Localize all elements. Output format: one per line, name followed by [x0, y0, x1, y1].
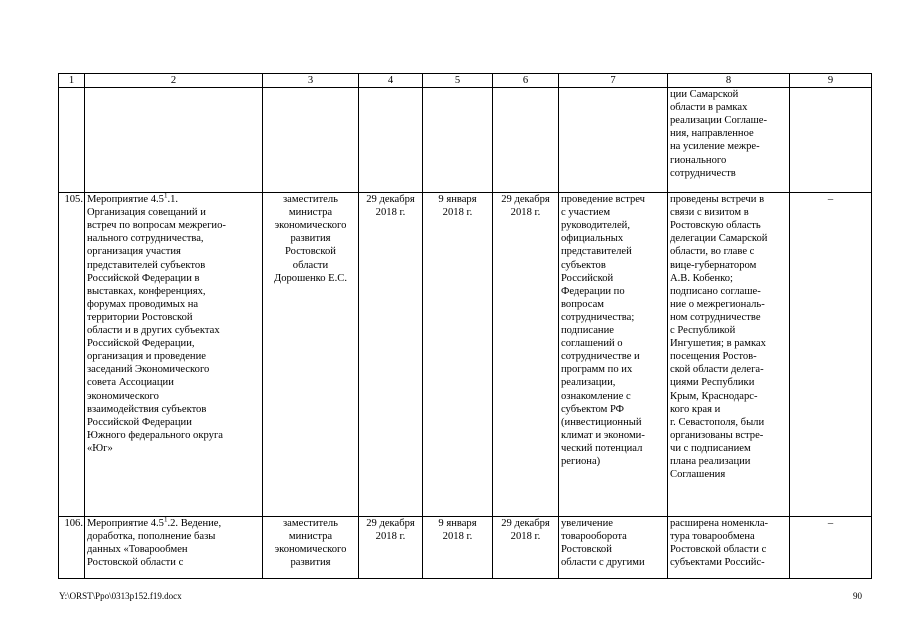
- note: –: [790, 193, 872, 517]
- column-number-row: [59, 74, 872, 88]
- planned-start-date: 29 декабря 2018 г.: [359, 193, 423, 517]
- header-col-8: 8: [668, 74, 790, 88]
- actual-result: расширена номенкла- тура товарообмена Ростовской области с субъектами Российс-: [668, 517, 790, 579]
- planned-end-date: 9 января 2018 г.: [423, 193, 493, 517]
- header-col-1: 1: [59, 74, 85, 88]
- header-col-4: 4: [359, 74, 423, 88]
- header-col-2: 2: [85, 74, 263, 88]
- continuation-row: [59, 88, 872, 193]
- table-row-105: [59, 193, 872, 517]
- event-description: Мероприятие $4.5^1.1$. Организация совещаний и встреч по вопросам межрегио- нального сотрудничества, организация участия представителей субъектов Российской Федерации в выставках, конференциях, форумах проводимых на территории Ростовской области и в других субъектах Российской Федерации, организация и проведение заседаний Экономического совета Ассоциации экономического взаимодействия субъектов Российской Федерации Южного федерального округа «Юг»: [85, 193, 263, 517]
- event-description: Мероприятие $4.5^1.2$. Ведение, доработка, пополнение базы данных «Товарообмен Ростовской области с: [85, 517, 263, 579]
- continued-actual-result: ции Самарской области в рамках реализации Соглаше- ния, направленное на усиление межре- гионального сотрудничеств: [668, 88, 790, 193]
- row-number: 105.: [59, 193, 85, 517]
- expected-result: увеличение товарооборота Ростовской области с другими: [559, 517, 668, 579]
- planned-start-date: 29 декабря 2018 г.: [359, 517, 423, 579]
- actual-result: проведены встречи в связи с визитом в Ростовскую область делегации Самарской области, во главе с вице-губернатором А.В. Кобенко; подписано соглаше- ние о межрегиональ- ном сотрудничестве с Республикой Ингушетия; в рамках посещения Ростов- ской области делега- циями Республики Крым, Краснодарс- кого края и г. Севастополя, были организованы встре- чи с подписанием плана реализации Соглашения: [668, 193, 790, 517]
- header-col-5: 5: [423, 74, 493, 88]
- header-col-6: 6: [493, 74, 559, 88]
- actual-date: 29 декабря 2018 г.: [493, 517, 559, 579]
- row-number: 106.: [59, 517, 85, 579]
- planned-end-date: 9 января 2018 г.: [423, 517, 493, 579]
- header-col-7: 7: [559, 74, 668, 88]
- note: –: [790, 517, 872, 579]
- header-col-9: 9: [790, 74, 872, 88]
- table-row-106: [59, 517, 872, 579]
- expected-result: проведение встреч с участием руководителей, официальных представителей субъектов Российской Федерации по вопросам сотрудничества; подписание соглашений о сотрудничестве и программ по их реализации, ознакомление с субъектом РФ (инвестиционный климат и экономи- ческий потенциал региона): [559, 193, 668, 517]
- header-col-3: 3: [263, 74, 359, 88]
- page-number: 90: [853, 591, 862, 601]
- responsible-person: заместитель министра экономического развития: [263, 517, 359, 579]
- responsible-person: заместитель министра экономического развития Ростовской области Дорошенко Е.С.: [263, 193, 359, 517]
- actual-date: 29 декабря 2018 г.: [493, 193, 559, 517]
- file-path-footer: Y:\ORST\Ppo\0313p152.f19.docx: [59, 591, 182, 601]
- report-table: [58, 73, 872, 579]
